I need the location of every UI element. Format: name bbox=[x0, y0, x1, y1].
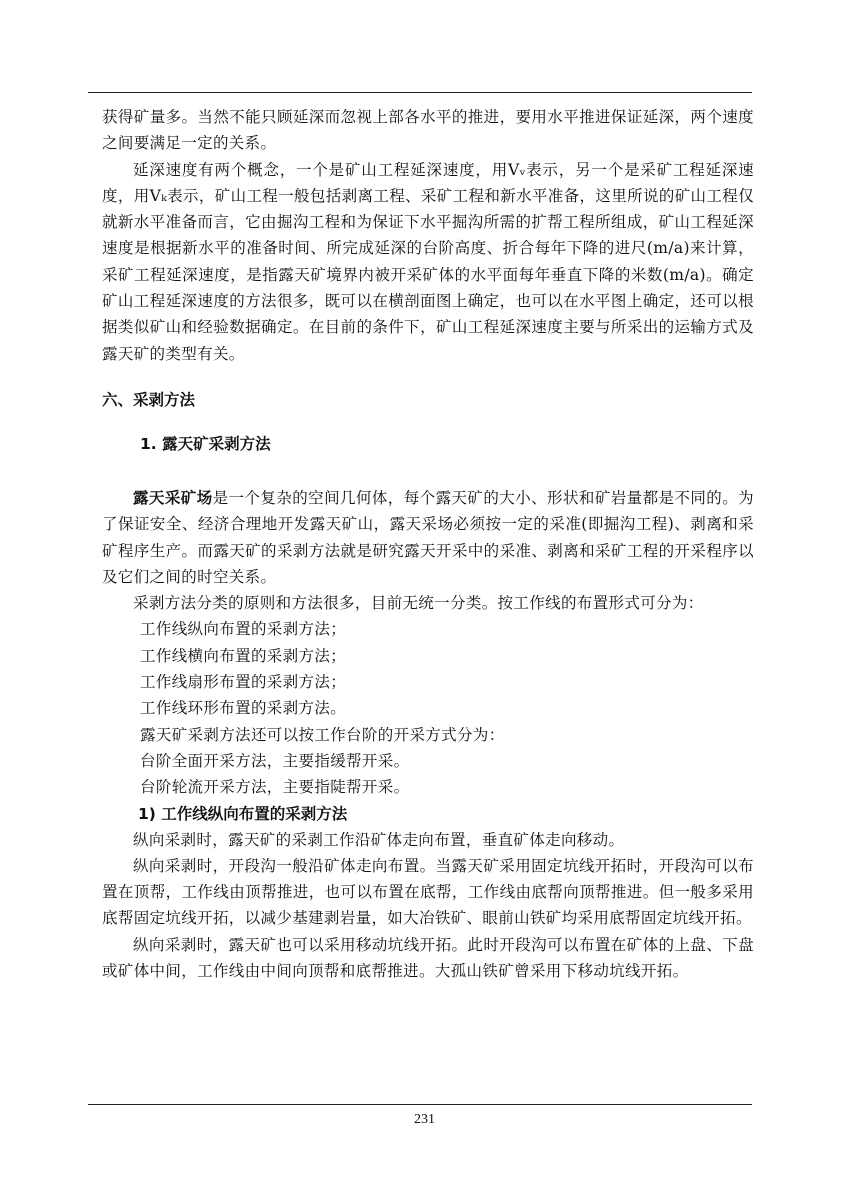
list-item: 工作线纵向布置的采剥方法； bbox=[140, 620, 347, 639]
longitudinal-paragraph: 纵向采剥时，露天矿也可以采用移动坑线开拓。此时开段沟可以布置在矿体的上盘、下盘或矿体中间，工作线由中间向顶帮和底帮推进。大孤山铁矿曾采用下移动坑线开拓。 bbox=[102, 935, 754, 981]
page-body bbox=[102, 104, 754, 984]
list-item: 台阶全面开采方法，主要指缓帮开采。 bbox=[140, 751, 410, 770]
footer-rule bbox=[88, 1104, 752, 1105]
section-heading: 六、采剥方法 bbox=[102, 390, 196, 409]
page-number: 231 bbox=[414, 1112, 435, 1127]
classification-intro: 采剥方法分类的原则和方法很多，目前无统一分类。按工作线的布置形式可分为： bbox=[133, 594, 704, 613]
intro-lead-term: 露天采矿场 bbox=[133, 488, 213, 507]
list-item: 工作线横向布置的采剥方法； bbox=[140, 646, 347, 665]
subsubsection-heading: 1) 工作线纵向布置的采剥方法 bbox=[138, 804, 348, 823]
intro-text: 是一个复杂的空间几何体，每个露天矿的大小、形状和矿岩量都是不同的。为了保证安全、经济合理地开发露天矿山，露天采场必须按一定的采准(即掘沟工程)、剥离和采矿程序生产。而露天矿的采剥方法就是研究露天开采中的采准、剥离和采矿工程的开采程序以及它们之间的时空关系。 bbox=[102, 488, 754, 586]
subsection-heading: 1. 露天矿采剥方法 bbox=[140, 434, 271, 453]
list-item: 台阶轮流开采方法，主要指陡帮开采。 bbox=[140, 778, 410, 797]
longitudinal-paragraph: 纵向采剥时，开段沟一般沿矿体走向布置。当露天矿采用固定坑线开拓时，开段沟可以布置在顶帮，工作线由顶帮推进，也可以布置在底帮，工作线由底帮向顶帮推进。但一般多采用底帮固定坑线开拓，以减少基建剥岩量，如大冶铁矿、眼前山铁矿均采用底帮固定坑线开拓。 bbox=[102, 856, 754, 928]
bench-intro: 露天矿采剥方法还可以按工作台阶的开采方式分为： bbox=[140, 725, 505, 744]
paragraph-continuation: 获得矿量多。当然不能只顾延深而忽视上部各水平的推进，要用水平推进保证延深，两个速度之间要满足一定的关系。 bbox=[102, 108, 754, 153]
paragraph-deepening-speed: 延深速度有两个概念，一个是矿山工程延深速度，用Vᵥ表示，另一个是采矿工程延深速度，用Vₖ表示，矿山工程一般包括剥离工程、采矿工程和新水平准备，这里所说的矿山工程仅就新水平准备而言，它由掘沟工程和为保证下水平掘沟所需的扩帮工程所组成，矿山工程延深速度是根据新水平的准备时间、所完成延深的台阶高度、折合每年下降的进尺(m/a)来计算，采矿工程延深速度，是指露天矿境界内被开采矿体的水平面每年垂直下降的米数(m/a)。确定矿山工程延深速度的方法很多，既可以在横剖面图上确定，也可以在水平图上确定，还可以根据类似矿山和经验数据确定。在目前的条件下，矿山工程延深速度主要与所采出的运输方式及露天矿的类型有关。 bbox=[102, 160, 754, 363]
list-item: 工作线环形布置的采剥方法。 bbox=[140, 699, 347, 718]
longitudinal-paragraph: 纵向采剥时，露天矿的采剥工作沿矿体走向布置，垂直矿体走向移动。 bbox=[133, 830, 625, 849]
list-item: 工作线扇形布置的采剥方法； bbox=[140, 673, 347, 692]
paragraph-intro bbox=[102, 485, 754, 590]
header-rule bbox=[88, 92, 752, 93]
